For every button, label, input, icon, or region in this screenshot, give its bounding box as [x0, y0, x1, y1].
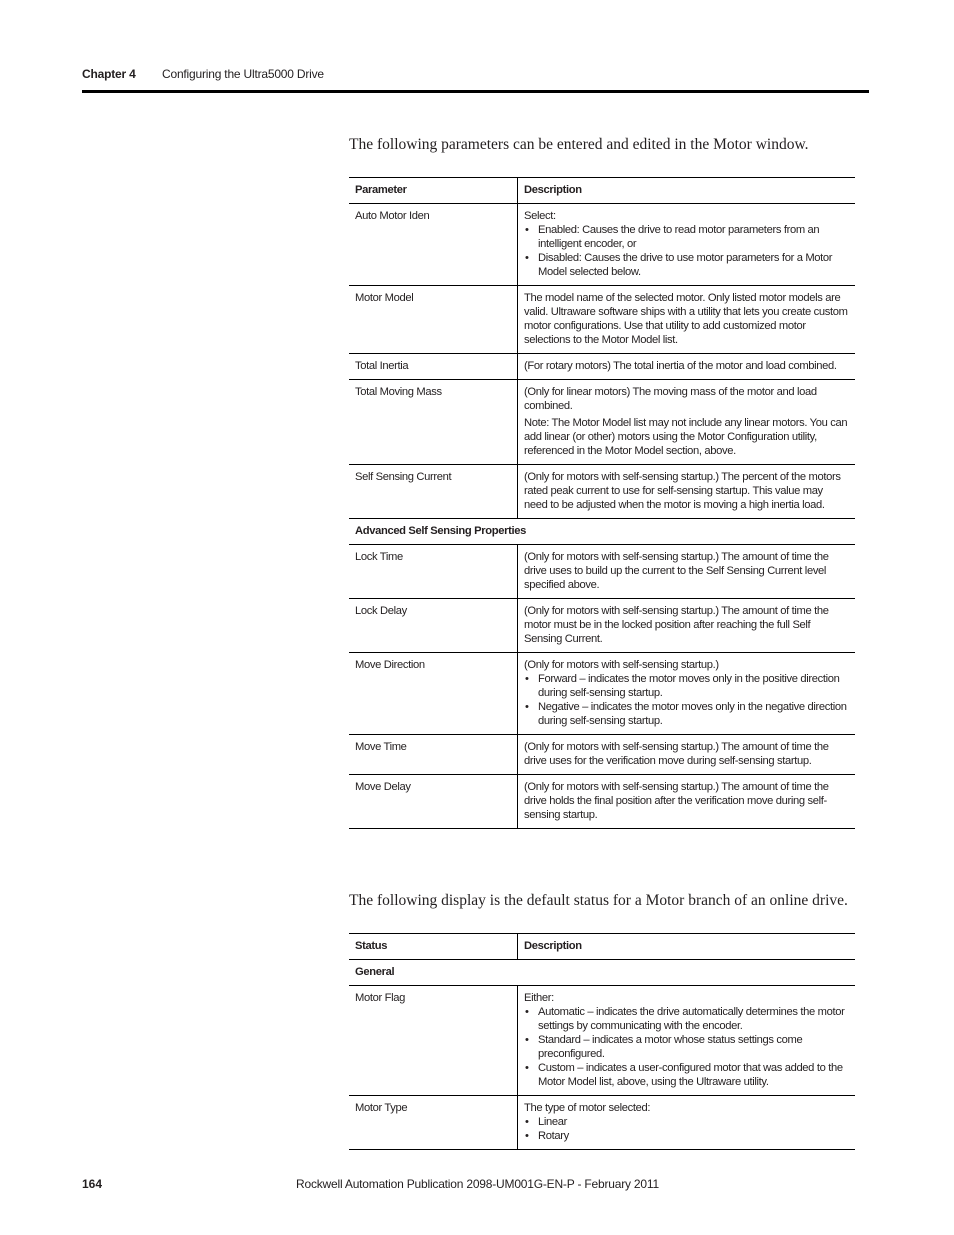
- description-bullet-list: [524, 223, 849, 279]
- parameter-description: [518, 380, 856, 465]
- table-row: [349, 286, 855, 354]
- table-row: [349, 653, 855, 735]
- parameter-name: Total Moving Mass: [349, 380, 518, 465]
- description-lead: (Only for motors with self-sensing startup.): [524, 659, 719, 671]
- parameter-description: [518, 465, 856, 519]
- parameter-description: [518, 354, 856, 380]
- table-row: [349, 204, 855, 286]
- description-note: Note: The Motor Model list may not include any linear motors. You can add linear (or other) motors using the Motor Configuration utility, referenced in the Motor Model section, above.: [524, 417, 848, 457]
- description-bullet-list: [524, 672, 849, 728]
- table-row: [349, 735, 855, 775]
- parameter-name: Lock Time: [349, 545, 518, 599]
- section-heading: Advanced Self Sensing Properties: [355, 525, 526, 537]
- parameter-name: Self Sensing Current: [349, 465, 518, 519]
- bullet-item: • Automatic – indicates the drive automatically determines the motor settings by communicating with the encoder.: [524, 1005, 849, 1033]
- parameter-name: Motor Type: [349, 1096, 518, 1150]
- table-row: [349, 986, 855, 1096]
- description-lead: Either:: [524, 992, 554, 1004]
- table-row: [349, 599, 855, 653]
- description-text: (For rotary motors) The total inertia of the motor and load combined.: [524, 360, 837, 372]
- table-row: [349, 380, 855, 465]
- parameter-description: [518, 1096, 856, 1150]
- table-header-row: [349, 178, 855, 204]
- publication-info: Rockwell Automation Publication 2098-UM001G-EN-P - February 2011: [296, 1177, 659, 1191]
- description-text: (Only for motors with self-sensing startup.) The amount of time the drive uses to build up the current to the Self Sensing Current level specified above.: [524, 551, 829, 591]
- bullet-item: • Disabled: Causes the drive to use motor parameters for a Motor Model selected below.: [524, 251, 849, 279]
- section-heading: General: [355, 966, 395, 978]
- page-number: 164: [82, 1177, 103, 1191]
- parameter-name: Lock Delay: [349, 599, 518, 653]
- bullet-item: • Rotary: [524, 1129, 849, 1143]
- column-header-parameter: Parameter: [349, 178, 518, 204]
- column-header-description: Description: [524, 940, 582, 952]
- parameter-name: Motor Model: [349, 286, 518, 354]
- description-text: (Only for motors with self-sensing startup.) The amount of time the drive holds the final position after the verification move during self-sensing startup.: [524, 781, 829, 821]
- parameter-name: Move Delay: [349, 775, 518, 829]
- description-bullet-list: [524, 1005, 849, 1089]
- bullet-item: • Enabled: Causes the drive to read motor parameters from an intelligent encoder, or: [524, 223, 849, 251]
- parameter-name: Move Direction: [349, 653, 518, 735]
- bullet-item: • Custom – indicates a user-configured motor that was added to the Motor Model list, above, using the Ultraware utility.: [524, 1061, 849, 1089]
- description-text: (Only for motors with self-sensing startup.) The percent of the motors rated peak current to use for self-sensing startup. This value may need to be adjusted when the motor is moving a high inertia load.: [524, 471, 841, 511]
- status-intro-text: The following display is the default status for a Motor branch of an online drive.: [349, 892, 848, 909]
- motor-parameters-table: [349, 177, 855, 829]
- bullet-item: • Negative – indicates the motor moves only in the negative direction during self-sensing startup.: [524, 700, 849, 728]
- parameter-description: [518, 986, 856, 1096]
- parameter-name: Total Inertia: [349, 354, 518, 380]
- table-row: [349, 1096, 855, 1150]
- parameter-description: [518, 735, 856, 775]
- parameter-name: Motor Flag: [349, 986, 518, 1096]
- chapter-title: Configuring the Ultra5000 Drive: [162, 67, 324, 81]
- parameter-description: [518, 286, 856, 354]
- description-text: (Only for linear motors) The moving mass of the motor and load combined.: [524, 386, 817, 412]
- description-text: (Only for motors with self-sensing startup.) The amount of time the motor must be in the locked position after reaching the full Self Sensing Current.: [524, 605, 829, 645]
- table-header-row: [349, 934, 855, 960]
- parameter-description: [518, 204, 856, 286]
- parameter-name: Move Time: [349, 735, 518, 775]
- bullet-item: • Forward – indicates the motor moves only in the positive direction during self-sensing startup.: [524, 672, 849, 700]
- parameter-description: [518, 775, 856, 829]
- table-section-row: [349, 960, 855, 986]
- parameter-description: [518, 599, 856, 653]
- parameter-description: [518, 653, 856, 735]
- table-section-row: [349, 519, 855, 545]
- column-header-status: Status: [349, 934, 518, 960]
- table-row: [349, 354, 855, 380]
- description-bullet-list: [524, 1115, 849, 1143]
- description-text: The model name of the selected motor. Only listed motor models are valid. Ultraware software ships with a utility that lets you create custom motor configurations. Use that utility to add customized motor selections to the Motor Model list.: [524, 292, 848, 346]
- chapter-label: Chapter 4: [82, 67, 136, 81]
- parameter-description: [518, 545, 856, 599]
- table-row: [349, 775, 855, 829]
- bullet-item: • Linear: [524, 1115, 849, 1129]
- description-lead: Select:: [524, 210, 556, 222]
- column-header-description: Description: [524, 184, 582, 196]
- table-row: [349, 545, 855, 599]
- parameter-name: Auto Motor Iden: [349, 204, 518, 286]
- motor-intro-text: The following parameters can be entered and edited in the Motor window.: [349, 136, 809, 153]
- description-text: (Only for motors with self-sensing startup.) The amount of time the drive uses for the verification move during self-sensing startup.: [524, 741, 829, 767]
- motor-status-table: [349, 933, 855, 1150]
- description-lead: The type of motor selected:: [524, 1102, 651, 1114]
- page-header: [82, 66, 869, 93]
- table-row: [349, 465, 855, 519]
- bullet-item: • Standard – indicates a motor whose status settings come preconfigured.: [524, 1033, 849, 1061]
